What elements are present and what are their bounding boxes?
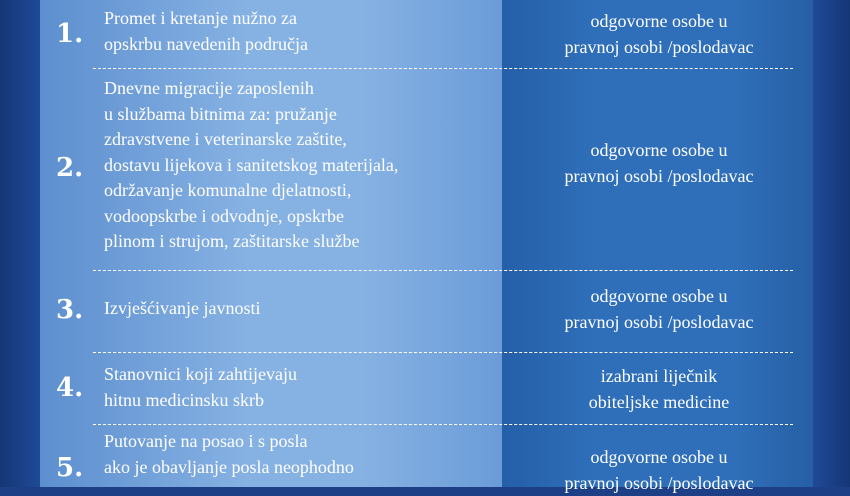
right-edge-band [813,0,850,487]
left-edge-band [0,0,40,487]
row-description: Dnevne migracije zaposlenih u službama bitnima za: pružanje zdravstvene i veterinarske zaštite, dostavu lijekova i sanitetskog materijala, održavanje komunalne djelatnosti, vodoopskrbe i odvodnje, opskrbe plinom i strujom, zaštitarske službe [104,78,399,251]
row-divider [93,352,793,353]
row-number: 4. [56,373,84,403]
row-responsible: odgovorne osobe u pravnoj osobi /poslodavac [564,447,754,493]
row-divider [93,68,793,69]
row-description: Izvješćivanje javnosti [104,298,261,318]
row-responsible: odgovorne osobe u pravnoj osobi /poslodavac [564,286,754,332]
row-number: 3. [56,295,84,325]
row-description: Promet i kretanje nužno za opskrbu navedenih područja [104,8,308,54]
row-responsible: odgovorne osobe u pravnoj osobi /poslodavac [564,140,754,186]
row-description: Stanovnici koji zahtijevaju hitnu medicinsku skrb [104,364,297,410]
row-description: Putovanje na posao i s posla ako je obavljanje posla neophodno [104,431,354,477]
row-divider [93,270,793,271]
row-number: 5. [56,453,84,483]
row-responsible: izabrani liječnik obiteljske medicine [588,366,730,412]
row-number: 1. [56,19,84,49]
row-number: 2. [56,153,84,183]
row-divider [93,424,793,425]
row-responsible: odgovorne osobe u pravnoj osobi /poslodavac [564,11,754,57]
